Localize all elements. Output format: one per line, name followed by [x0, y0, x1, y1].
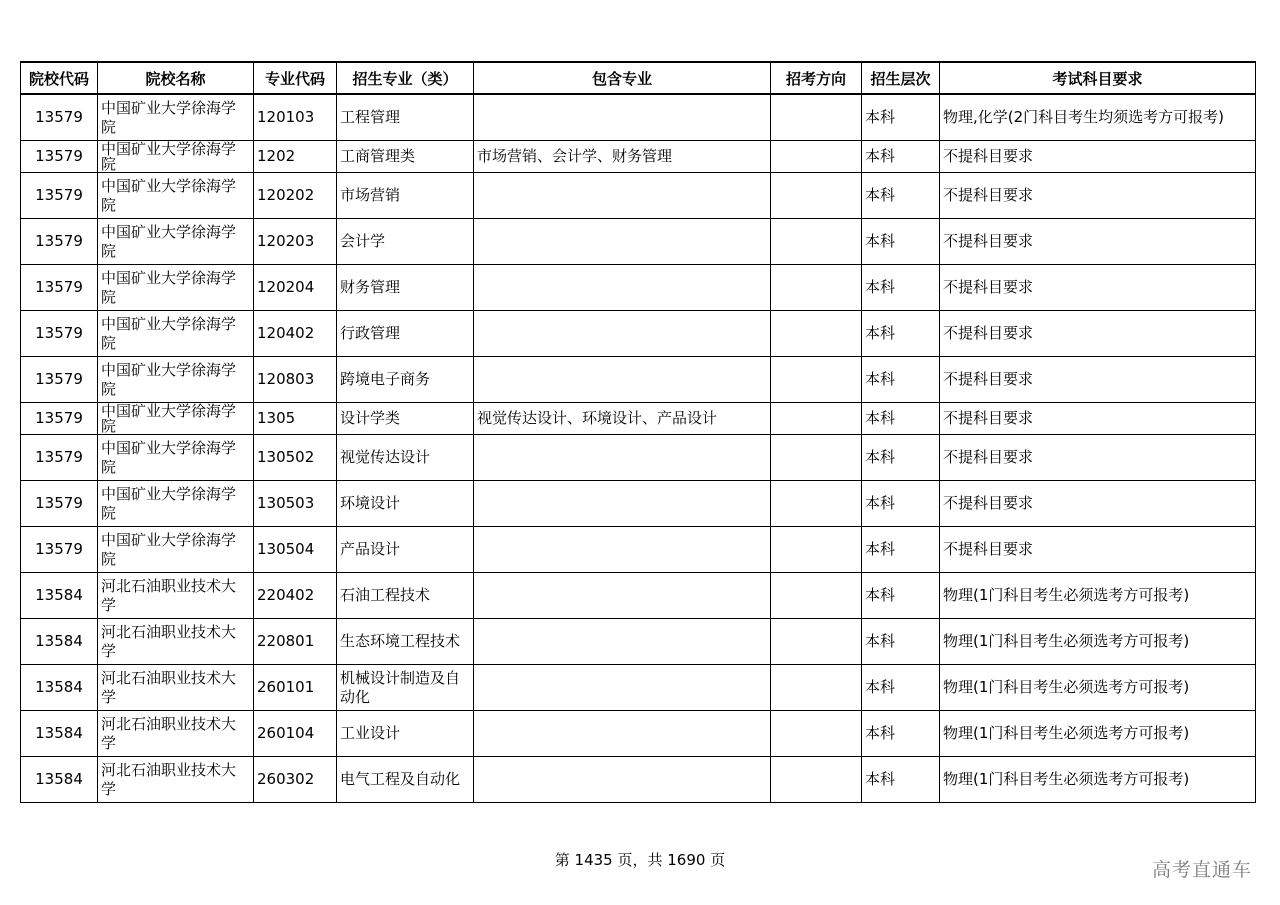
table-row [21, 665, 1256, 711]
cell-major: 工业设计 [337, 711, 474, 757]
cell-included-majors [474, 481, 771, 527]
header-level: 招生层次 [862, 62, 940, 94]
cell-major: 机械设计制造及自动化 [337, 665, 474, 711]
cell-level: 本科 [862, 573, 940, 619]
table-row [21, 403, 1256, 435]
cell-school-name: 中国矿业大学徐海学院 [98, 219, 254, 265]
cell-subject-requirement: 不提科目要求 [940, 219, 1256, 265]
cell-direction [771, 403, 862, 435]
cell-included-majors [474, 357, 771, 403]
cell-subject-requirement: 不提科目要求 [940, 265, 1256, 311]
table-row [21, 173, 1256, 219]
cell-school-name: 河北石油职业技术大学 [98, 665, 254, 711]
cell-major: 电气工程及自动化 [337, 757, 474, 803]
cell-direction [771, 481, 862, 527]
cell-level: 本科 [862, 527, 940, 573]
cell-school-code: 13579 [21, 311, 98, 357]
cell-subject-requirement: 物理,化学(2门科目考生均须选考方可报考) [940, 94, 1256, 141]
cell-school-name: 中国矿业大学徐海学院 [98, 527, 254, 573]
cell-school-code: 13584 [21, 711, 98, 757]
cell-level: 本科 [862, 311, 940, 357]
cell-direction [771, 265, 862, 311]
cell-major-code: 260101 [254, 665, 337, 711]
table-row [21, 357, 1256, 403]
cell-school-code: 13579 [21, 435, 98, 481]
cell-included-majors [474, 527, 771, 573]
cell-direction [771, 435, 862, 481]
cell-major-code: 120402 [254, 311, 337, 357]
table-row [21, 619, 1256, 665]
table-row [21, 711, 1256, 757]
cell-major: 设计学类 [337, 403, 474, 435]
cell-direction [771, 757, 862, 803]
cell-major-code: 220402 [254, 573, 337, 619]
cell-subject-requirement: 物理(1门科目考生必须选考方可报考) [940, 573, 1256, 619]
cell-included-majors [474, 573, 771, 619]
cell-major-code: 260104 [254, 711, 337, 757]
cell-school-name: 河北石油职业技术大学 [98, 619, 254, 665]
cell-major: 环境设计 [337, 481, 474, 527]
cell-subject-requirement: 物理(1门科目考生必须选考方可报考) [940, 665, 1256, 711]
table-row [21, 141, 1256, 173]
cell-direction [771, 619, 862, 665]
table-row [21, 219, 1256, 265]
cell-school-code: 13579 [21, 481, 98, 527]
cell-level: 本科 [862, 665, 940, 711]
cell-included-majors: 视觉传达设计、环境设计、产品设计 [474, 403, 771, 435]
cell-school-code: 13584 [21, 757, 98, 803]
cell-direction [771, 173, 862, 219]
cell-school-code: 13579 [21, 265, 98, 311]
cell-level: 本科 [862, 481, 940, 527]
admissions-table [20, 61, 1256, 803]
cell-subject-requirement: 不提科目要求 [940, 173, 1256, 219]
cell-school-code: 13579 [21, 219, 98, 265]
cell-level: 本科 [862, 173, 940, 219]
cell-level: 本科 [862, 619, 940, 665]
cell-major-code: 260302 [254, 757, 337, 803]
cell-school-name: 中国矿业大学徐海学院 [98, 173, 254, 219]
cell-school-code: 13579 [21, 141, 98, 173]
cell-major: 工商管理类 [337, 141, 474, 173]
cell-major: 石油工程技术 [337, 573, 474, 619]
cell-included-majors: 市场营销、会计学、财务管理 [474, 141, 771, 173]
cell-major-code: 130503 [254, 481, 337, 527]
cell-school-name: 中国矿业大学徐海学院 [98, 403, 254, 435]
cell-school-code: 13584 [21, 573, 98, 619]
cell-included-majors [474, 619, 771, 665]
cell-major-code: 130502 [254, 435, 337, 481]
cell-major: 视觉传达设计 [337, 435, 474, 481]
cell-major: 财务管理 [337, 265, 474, 311]
cell-subject-requirement: 不提科目要求 [940, 481, 1256, 527]
cell-level: 本科 [862, 94, 940, 141]
cell-included-majors [474, 757, 771, 803]
cell-included-majors [474, 435, 771, 481]
cell-level: 本科 [862, 435, 940, 481]
header-direction: 招考方向 [771, 62, 862, 94]
cell-school-name: 中国矿业大学徐海学院 [98, 435, 254, 481]
cell-school-name: 河北石油职业技术大学 [98, 757, 254, 803]
cell-direction [771, 711, 862, 757]
cell-level: 本科 [862, 141, 940, 173]
cell-major: 生态环境工程技术 [337, 619, 474, 665]
cell-school-name: 中国矿业大学徐海学院 [98, 141, 254, 173]
cell-direction [771, 357, 862, 403]
cell-included-majors [474, 219, 771, 265]
cell-subject-requirement: 物理(1门科目考生必须选考方可报考) [940, 757, 1256, 803]
cell-major-code: 220801 [254, 619, 337, 665]
cell-major-code: 1202 [254, 141, 337, 173]
cell-included-majors [474, 665, 771, 711]
cell-direction [771, 311, 862, 357]
cell-direction [771, 219, 862, 265]
cell-subject-requirement: 不提科目要求 [940, 527, 1256, 573]
table-row [21, 757, 1256, 803]
cell-level: 本科 [862, 265, 940, 311]
table-row [21, 435, 1256, 481]
cell-school-code: 13584 [21, 619, 98, 665]
header-school-name: 院校名称 [98, 62, 254, 94]
header-subject-requirement: 考试科目要求 [940, 62, 1256, 94]
cell-school-code: 13579 [21, 357, 98, 403]
table-row [21, 573, 1256, 619]
cell-direction [771, 141, 862, 173]
table-body [21, 94, 1256, 803]
cell-school-name: 中国矿业大学徐海学院 [98, 265, 254, 311]
table-row [21, 481, 1256, 527]
table-row [21, 311, 1256, 357]
cell-major: 会计学 [337, 219, 474, 265]
cell-included-majors [474, 94, 771, 141]
cell-major: 跨境电子商务 [337, 357, 474, 403]
cell-major: 行政管理 [337, 311, 474, 357]
cell-included-majors [474, 711, 771, 757]
cell-included-majors [474, 265, 771, 311]
cell-school-name: 中国矿业大学徐海学院 [98, 481, 254, 527]
header-major: 招生专业（类） [337, 62, 474, 94]
cell-subject-requirement: 不提科目要求 [940, 435, 1256, 481]
cell-school-code: 13579 [21, 173, 98, 219]
cell-major-code: 130504 [254, 527, 337, 573]
watermark-logo: 高考直通车 [1151, 859, 1252, 881]
cell-major: 产品设计 [337, 527, 474, 573]
cell-subject-requirement: 物理(1门科目考生必须选考方可报考) [940, 619, 1256, 665]
table-row [21, 94, 1256, 141]
cell-major: 市场营销 [337, 173, 474, 219]
header-major-code: 专业代码 [254, 62, 337, 94]
cell-subject-requirement: 不提科目要求 [940, 357, 1256, 403]
cell-major-code: 120204 [254, 265, 337, 311]
cell-school-name: 中国矿业大学徐海学院 [98, 311, 254, 357]
cell-included-majors [474, 311, 771, 357]
header-school-code: 院校代码 [21, 62, 98, 94]
cell-subject-requirement: 不提科目要求 [940, 141, 1256, 173]
cell-level: 本科 [862, 219, 940, 265]
cell-major-code: 1305 [254, 403, 337, 435]
cell-school-name: 河北石油职业技术大学 [98, 573, 254, 619]
cell-major: 工程管理 [337, 94, 474, 141]
cell-subject-requirement: 不提科目要求 [940, 403, 1256, 435]
cell-direction [771, 527, 862, 573]
cell-school-name: 中国矿业大学徐海学院 [98, 94, 254, 141]
cell-level: 本科 [862, 757, 940, 803]
cell-school-name: 中国矿业大学徐海学院 [98, 357, 254, 403]
cell-major-code: 120803 [254, 357, 337, 403]
cell-school-code: 13579 [21, 94, 98, 141]
cell-subject-requirement: 不提科目要求 [940, 311, 1256, 357]
table-row [21, 527, 1256, 573]
cell-major-code: 120202 [254, 173, 337, 219]
page-number: 第 1435 页，共 1690 页 [554, 851, 726, 869]
cell-direction [771, 94, 862, 141]
cell-major-code: 120203 [254, 219, 337, 265]
cell-school-code: 13584 [21, 665, 98, 711]
header-included-majors: 包含专业 [474, 62, 771, 94]
cell-level: 本科 [862, 711, 940, 757]
cell-level: 本科 [862, 403, 940, 435]
cell-level: 本科 [862, 357, 940, 403]
table-header-row [21, 62, 1256, 94]
cell-school-code: 13579 [21, 527, 98, 573]
cell-school-name: 河北石油职业技术大学 [98, 711, 254, 757]
cell-school-code: 13579 [21, 403, 98, 435]
cell-subject-requirement: 物理(1门科目考生必须选考方可报考) [940, 711, 1256, 757]
table-row [21, 265, 1256, 311]
cell-direction [771, 573, 862, 619]
cell-direction [771, 665, 862, 711]
cell-included-majors [474, 173, 771, 219]
cell-major-code: 120103 [254, 94, 337, 141]
